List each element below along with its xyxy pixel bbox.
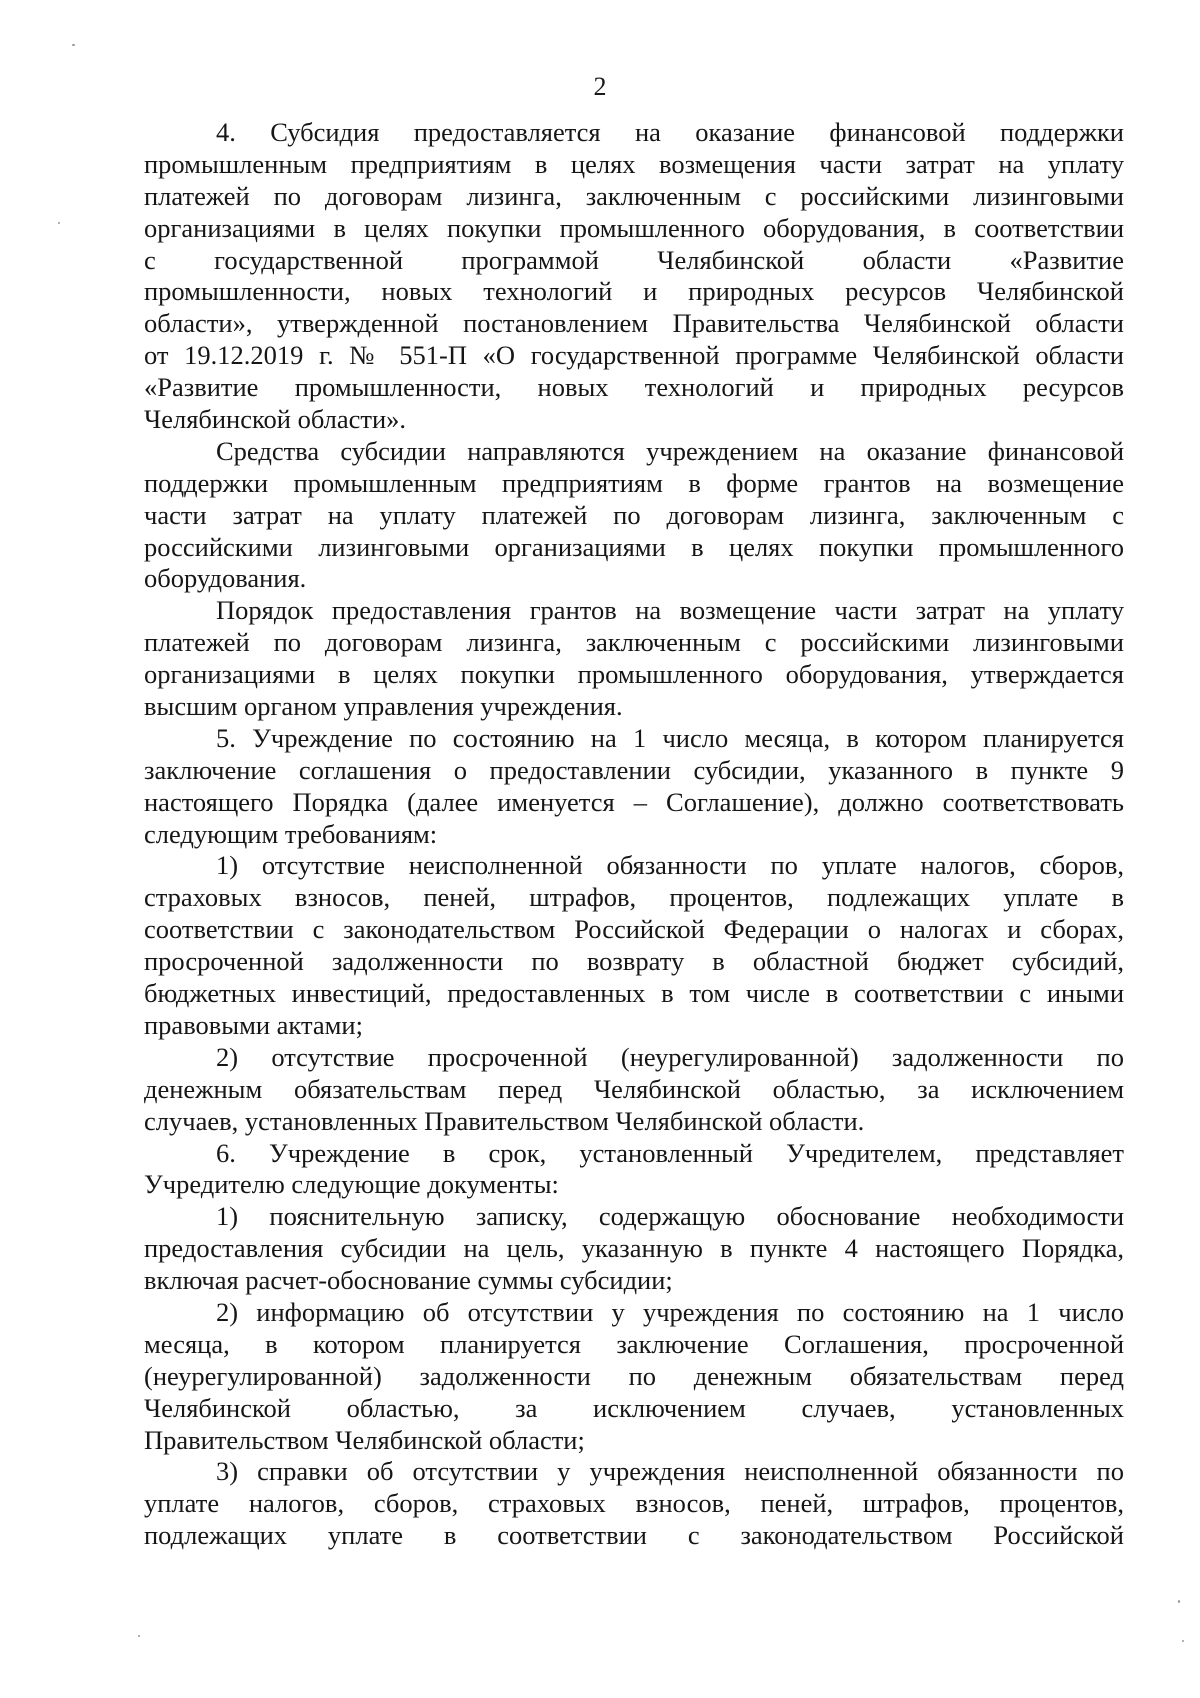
text-line: платежей по договорам лизинга, заключенным с российскими лизинговыми (144, 180, 1124, 211)
text-line: промышленным предприятиям в целях возмещения части затрат на уплату (144, 148, 1124, 179)
paragraph (144, 1456, 1124, 1552)
text-line: случаев, установленных Правительством Челябинской области. (144, 1105, 865, 1136)
text-line: месяца, в котором планируется заключение Соглашения, просроченной (144, 1328, 1124, 1359)
text-line: 3) справки об отсутствии у учреждения неисполненной обязанности по (216, 1456, 1124, 1487)
text-line: Порядок предоставления грантов на возмещение части затрат на уплату (216, 595, 1124, 626)
text-line: с государственной программой Челябинской области «Развитие (144, 244, 1124, 275)
text-line: Правительством Челябинской области; (144, 1424, 585, 1455)
text-line: организациями в целях покупки промышленного оборудования, в соответствии (144, 212, 1124, 243)
paragraph (144, 850, 1124, 1041)
scan-speck (1182, 1640, 1184, 1642)
paragraph (144, 1201, 1124, 1297)
text-line: подлежащих уплате в соответствии с законодательством Российской (144, 1520, 1124, 1551)
text-line: включая расчет-обоснование суммы субсидии; (144, 1265, 673, 1296)
scan-speck (58, 222, 60, 224)
scan-speck (1178, 1600, 1180, 1603)
text-line: Челябинской областью, за исключением случаев, установленных (144, 1392, 1124, 1423)
text-line: Средства субсидии направляются учреждением на оказание финансовой (216, 435, 1124, 466)
text-line: высшим органом управления учреждения. (144, 691, 623, 722)
text-line: «Развитие промышленности, новых технологий и природных ресурсов (144, 372, 1124, 403)
scan-speck (72, 44, 75, 46)
paragraph (144, 1138, 1124, 1202)
paragraph (144, 723, 1124, 851)
text-line: 2) отсутствие просроченной (неурегулированной) задолженности по (216, 1041, 1124, 1072)
text-line: промышленности, новых технологий и природных ресурсов Челябинской (144, 276, 1124, 307)
text-line: области», утвержденной постановлением Правительства Челябинской области (144, 308, 1124, 339)
text-line: 4. Субсидия предоставляется на оказание финансовой поддержки (216, 117, 1124, 147)
paragraph (144, 117, 1124, 436)
text-line: 5. Учреждение по состоянию на 1 число месяца, в котором планируется (216, 722, 1124, 753)
text-line: просроченной задолженности по возврату в областной бюджет субсидий, (144, 946, 1124, 977)
text-line: части затрат на уплату платежей по договорам лизинга, заключенным с (144, 499, 1124, 530)
text-line: Учредителю следующие документы: (144, 1169, 559, 1200)
text-line: Челябинской области». (144, 404, 407, 435)
page-number: 2 (593, 72, 607, 101)
paragraph (144, 436, 1124, 595)
text-line: 6. Учреждение в срок, установленный Учредителем, представляет (216, 1137, 1124, 1168)
scan-speck (138, 1635, 140, 1637)
text-line: 1) отсутствие неисполненной обязанности по уплате налогов, сборов, (216, 850, 1124, 881)
text-line: оборудования. (144, 563, 307, 594)
text-line: соответствии с законодательством Российской Федерации о налогах и сборах, (144, 914, 1124, 945)
text-line: денежным обязательствам перед Челябинской областью, за исключением (144, 1073, 1124, 1104)
text-line: поддержки промышленным предприятиям в форме грантов на возмещение (144, 467, 1124, 498)
text-line: 2) информацию об отсутствии у учреждения по состоянию на 1 число (216, 1296, 1124, 1327)
text-line: настоящего Порядка (далее именуется – Соглашение), должно соответствовать (144, 786, 1124, 817)
paragraph (144, 1042, 1124, 1138)
paragraph (144, 595, 1124, 723)
text-line: страховых взносов, пеней, штрафов, процентов, подлежащих уплате в (144, 882, 1124, 913)
text-line: бюджетных инвестиций, предоставленных в том числе в соответствии с иными (144, 978, 1124, 1009)
text-line: следующим требованиям: (144, 818, 438, 849)
text-line: организациями в целях покупки промышленного оборудования, утверждается (144, 659, 1124, 690)
text-line: 1) пояснительную записку, содержащую обоснование необходимости (216, 1201, 1124, 1232)
paragraph (144, 1297, 1124, 1456)
text-line: предоставления субсидии на цель, указанную в пункте 4 настоящего Порядка, (144, 1233, 1124, 1264)
text-line: правовыми актами; (144, 1009, 363, 1040)
text-line: (неурегулированной) задолженности по денежным обязательствам перед (144, 1360, 1124, 1391)
document-body (144, 117, 1124, 1552)
text-line: заключение соглашения о предоставлении субсидии, указанного в пункте 9 (144, 754, 1124, 785)
text-line: платежей по договорам лизинга, заключенным с российскими лизинговыми (144, 627, 1124, 658)
text-line: российскими лизинговыми организациями в целях покупки промышленного (144, 531, 1124, 562)
text-line: от 19.12.2019 г. № 551-П «О государственной программе Челябинской области (144, 340, 1124, 371)
text-line: уплате налогов, сборов, страховых взносов, пеней, штрафов, процентов, (144, 1488, 1124, 1519)
